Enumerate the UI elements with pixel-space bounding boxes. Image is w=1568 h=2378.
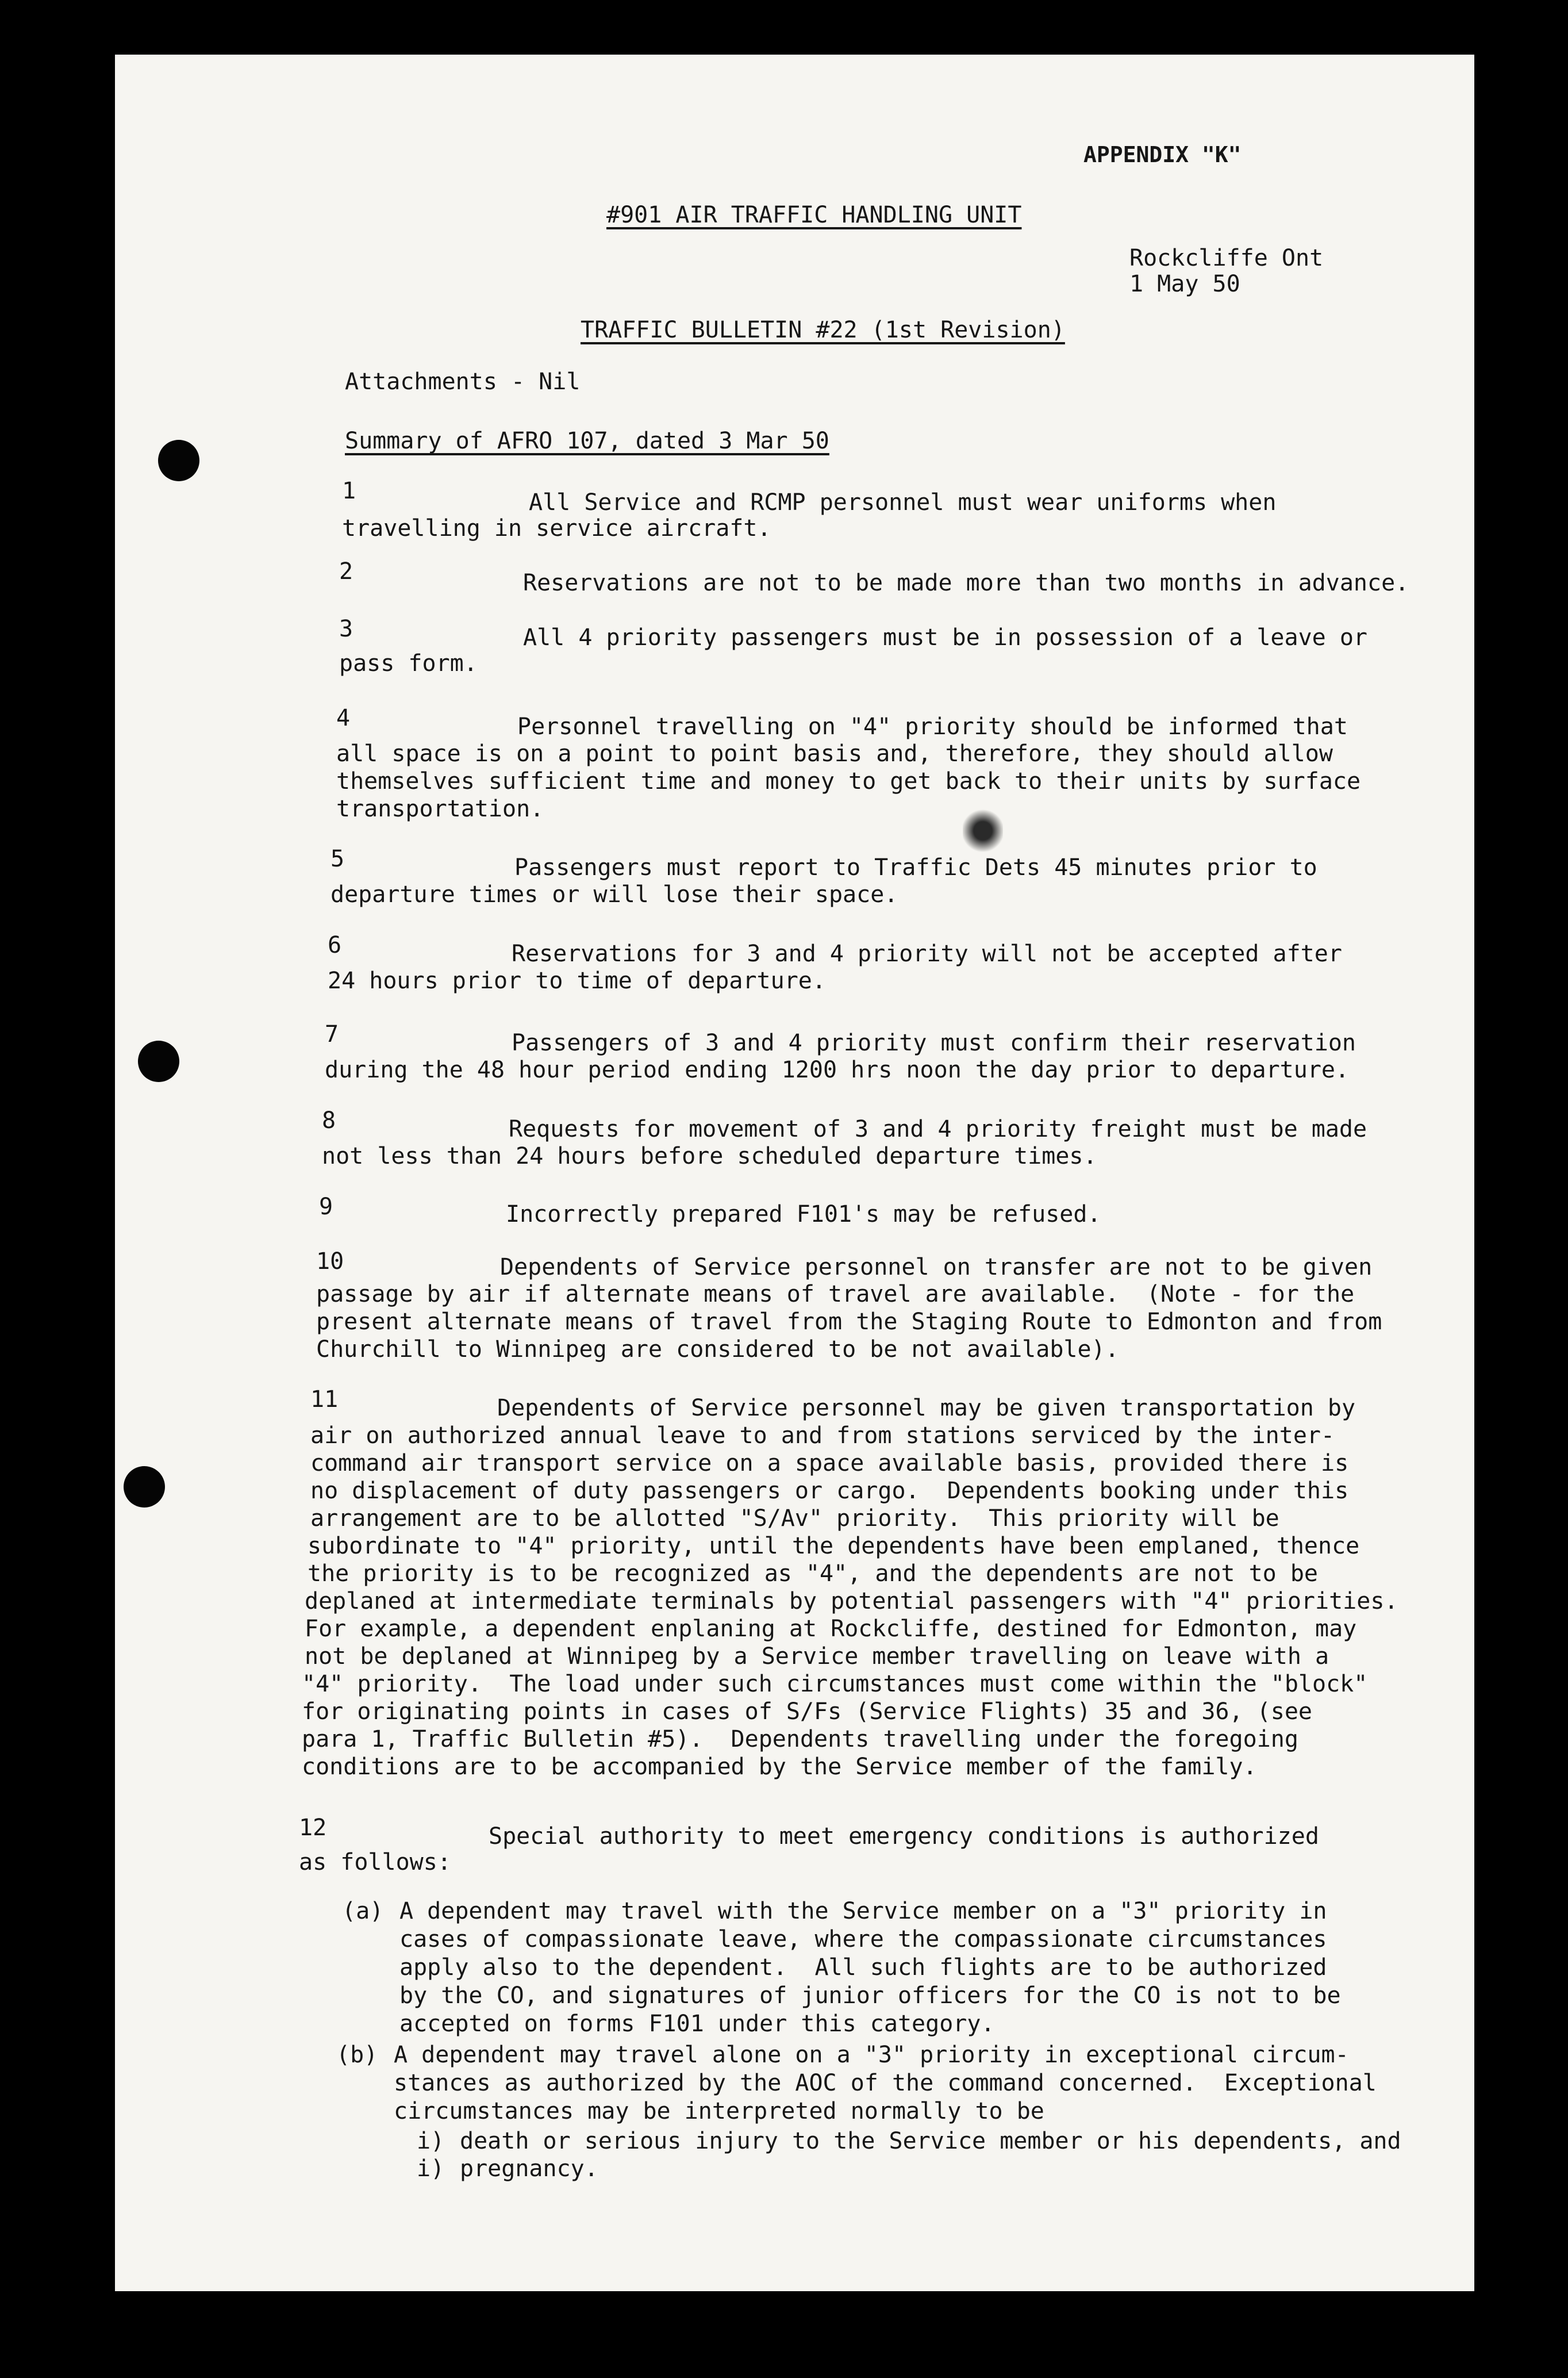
- subitem-a-line: cases of compassionate leave, where the compassionate circumstances: [399, 1926, 1327, 1953]
- para-11-line-5: arrangement are to be allotted "S/Av" priority. This priority will be: [310, 1505, 1279, 1532]
- para-4-number: 4: [336, 705, 351, 731]
- subitem-a-line: apply also to the dependent. All such flights are to be authorized: [399, 1954, 1327, 1981]
- para-6-number: 6: [328, 932, 342, 958]
- para-9-line-1: Incorrectly prepared F101's may be refused.: [506, 1201, 1101, 1228]
- para-10-line-4: Churchill to Winnipeg are considered to be not available).: [316, 1336, 1119, 1363]
- date: 1 May 50: [1129, 271, 1240, 297]
- subitem-b-line: A dependent may travel alone on a "3" priority in exceptional circum-: [394, 2042, 1349, 2068]
- para-6-line-1: Reservations for 3 and 4 priority will not be accepted after: [512, 941, 1342, 967]
- punch-hole-3: [124, 1466, 165, 1508]
- para-1-line-1: All Service and RCMP personnel must wear uniforms when: [529, 489, 1277, 516]
- para-8-number: 8: [322, 1107, 336, 1134]
- para-9-number: 9: [319, 1194, 333, 1220]
- para-11-line-3: command air transport service on a space available basis, provided there is: [310, 1450, 1349, 1476]
- para-2-number: 2: [339, 558, 353, 585]
- para-11-line-1: Dependents of Service personnel may be given transportation by: [497, 1395, 1356, 1421]
- para-4-line-1: Personnel travelling on "4" priority should be informed that: [517, 714, 1348, 740]
- para-3-line-2: pass form.: [339, 650, 478, 677]
- para-10-line-3: present alternate means of travel from the Staging Route to Edmonton and from: [316, 1309, 1382, 1335]
- attachments: Attachments - Nil: [345, 369, 581, 395]
- para-1-line-2: travelling in service aircraft.: [342, 515, 771, 542]
- para-5-number: 5: [330, 846, 345, 872]
- para-3-number: 3: [339, 616, 353, 642]
- para-11-line-9: For example, a dependent enplaning at Rockcliffe, destined for Edmonton, may: [305, 1616, 1357, 1642]
- subitem-b-label: (b): [336, 2042, 378, 2068]
- para-10-line-1: Dependents of Service personnel on transfer are not to be given: [500, 1254, 1373, 1280]
- para-11-line-13: para 1, Traffic Bulletin #5). Dependents travelling under the foregoing: [302, 1726, 1298, 1752]
- punch-hole-2: [138, 1041, 179, 1082]
- subitem-a-line: by the CO, and signatures of junior officers for the CO is not to be: [399, 1982, 1341, 2009]
- roman-2-text: pregnancy.: [460, 2155, 598, 2182]
- para-11-line-4: no displacement of duty passengers or cargo. Dependents booking under this: [310, 1478, 1349, 1504]
- subitem-a-label: (a): [342, 1898, 384, 1924]
- para-11-line-14: conditions are to be accompanied by the Service member of the family.: [302, 1754, 1257, 1780]
- subitem-b-text: [394, 2041, 1377, 2126]
- document-page: [115, 55, 1474, 2291]
- para-4-line-4: transportation.: [336, 796, 544, 822]
- subitem-a-text: [399, 1897, 1341, 2038]
- subitem-b-line: stances as authorized by the AOC of the command concerned. Exceptional: [394, 2070, 1377, 2096]
- para-7-line-1: Passengers of 3 and 4 priority must confirm their reservation: [512, 1030, 1356, 1056]
- para-12-line-2: as follows:: [299, 1849, 451, 1875]
- location: Rockcliffe Ont: [1129, 245, 1324, 271]
- para-11-line-10: not be deplaned at Winnipeg by a Service member travelling on leave with a: [305, 1643, 1329, 1670]
- ink-smudge: [963, 808, 1003, 854]
- roman-1-label: i): [417, 2128, 445, 2154]
- para-4-line-2: all space is on a point to point basis and, therefore, they should allow: [336, 741, 1333, 767]
- subitem-b-line: circumstances may be interpreted normally to be: [394, 2098, 1044, 2124]
- para-1-number: 1: [342, 478, 356, 504]
- bulletin-title: TRAFFIC BULLETIN #22 (1st Revision): [581, 317, 1065, 343]
- subitem-a-line: A dependent may travel with the Service member on a "3" priority in: [399, 1898, 1327, 1924]
- subitem-a-line: accepted on forms F101 under this category.: [399, 2011, 995, 2037]
- para-10-line-2: passage by air if alternate means of travel are available. (Note - for the: [316, 1281, 1355, 1307]
- roman-2-label: i): [417, 2155, 445, 2182]
- para-11-number: 11: [310, 1386, 339, 1413]
- para-7-number: 7: [325, 1021, 339, 1048]
- para-4-line-3: themselves sufficient time and money to get back to their units by surface: [336, 768, 1361, 795]
- para-11-line-12: for originating points in cases of S/Fs (Service Flights) 35 and 36, (see: [302, 1698, 1312, 1725]
- para-10-number: 10: [316, 1248, 344, 1275]
- para-6-line-2: 24 hours prior to time of departure.: [328, 968, 826, 994]
- appendix-label: APPENDIX "K": [1083, 142, 1242, 167]
- para-12-line-1: Special authority to meet emergency conditions is authorized: [489, 1823, 1319, 1850]
- para-8-line-1: Requests for movement of 3 and 4 priority freight must be made: [509, 1116, 1367, 1142]
- para-8-line-2: not less than 24 hours before scheduled departure times.: [322, 1143, 1097, 1169]
- para-11-line-7: the priority is to be recognized as "4", and the dependents are not to be: [308, 1560, 1318, 1587]
- summary-heading: Summary of AFRO 107, dated 3 Mar 50: [345, 428, 829, 454]
- para-11-line-6: subordinate to "4" priority, until the dependents have been emplaned, thence: [308, 1533, 1360, 1559]
- para-11-line-11: "4" priority. The load under such circumstances must come within the "block": [302, 1671, 1368, 1697]
- unit-title: #901 AIR TRAFFIC HANDLING UNIT: [606, 202, 1022, 228]
- roman-1-text: death or serious injury to the Service member or his dependents, and: [460, 2128, 1401, 2154]
- para-11-line-8: deplaned at intermediate terminals by potential passengers with "4" priorities.: [305, 1588, 1398, 1614]
- para-5-line-1: Passengers must report to Traffic Dets 45 minutes prior to: [514, 854, 1317, 881]
- para-12-number: 12: [299, 1815, 327, 1841]
- para-2-line-1: Reservations are not to be made more than two months in advance.: [523, 570, 1409, 596]
- para-7-line-2: during the 48 hour period ending 1200 hrs noon the day prior to departure.: [325, 1057, 1350, 1083]
- para-11-line-2: air on authorized annual leave to and from stations serviced by the inter-: [310, 1422, 1335, 1449]
- punch-hole-1: [158, 440, 199, 481]
- para-3-line-1: All 4 priority passengers must be in possession of a leave or: [523, 624, 1368, 651]
- para-5-line-2: departure times or will lose their space.: [330, 881, 898, 908]
